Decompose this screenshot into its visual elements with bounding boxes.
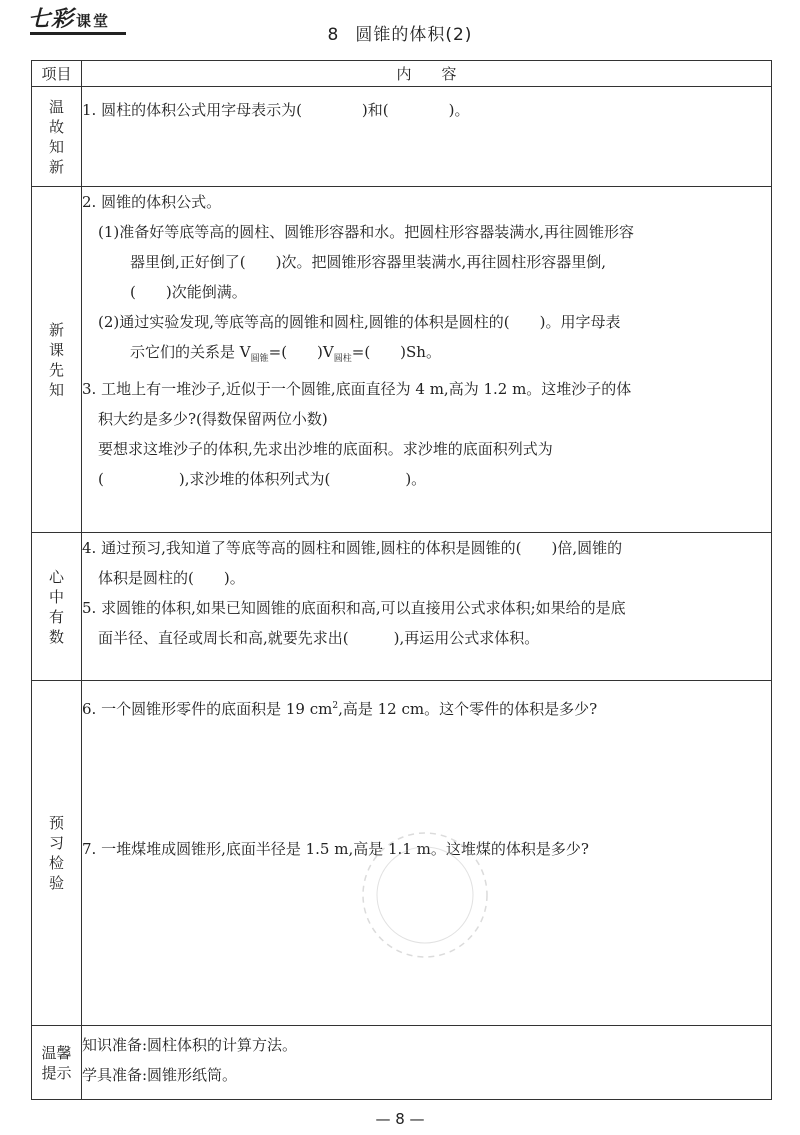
formula-part-b: =( )V bbox=[268, 343, 334, 361]
section-preview-content bbox=[82, 187, 772, 533]
section-label-summary: 心中有数 bbox=[48, 567, 64, 646]
lesson-number: 8 bbox=[327, 25, 340, 45]
section-summary-content bbox=[82, 533, 772, 681]
page-title bbox=[0, 20, 800, 45]
question-6 bbox=[82, 681, 771, 724]
page-number: — 8 — bbox=[375, 1110, 425, 1128]
question-3-line4: ( ),求沙堆的体积列式为( )。 bbox=[98, 470, 427, 488]
formula-sub-cylinder: 圆柱 bbox=[333, 354, 352, 364]
header-item: 项目 bbox=[32, 61, 82, 87]
brand-sub-text: 课堂 bbox=[76, 12, 111, 30]
formula-part-c: =( )Sh。 bbox=[351, 343, 441, 361]
section-preview bbox=[32, 187, 772, 533]
section-label-tips: 温馨提示 bbox=[41, 1043, 72, 1082]
question-2-part2-line1: (2)通过实验发现,等底等高的圆锥和圆柱,圆锥的体积是圆柱的( )。用字母表 bbox=[98, 313, 621, 331]
table-header-row bbox=[32, 61, 772, 87]
question-3-line2: 积大约是多少?(得数保留两位小数) bbox=[98, 410, 328, 428]
section-summary bbox=[32, 533, 772, 681]
question-2-part2-line2 bbox=[82, 337, 771, 374]
question-7: 7. 一堆煤堆成圆锥形,底面半径是 1.5 m,高是 1.1 m。这堆煤的体积是多少? bbox=[82, 840, 589, 858]
question-4-line2: 体积是圆柱的( )。 bbox=[98, 569, 245, 587]
tip-tools: 学具准备:圆锥形纸筒。 bbox=[82, 1066, 238, 1084]
section-review bbox=[32, 87, 772, 187]
question-3-line3: 要想求这堆沙子的体积,先求出沙堆的底面积。求沙堆的底面积列式为 bbox=[98, 440, 553, 458]
question-6-part-a: 6. 一个圆锥形零件的底面积是 19 cm bbox=[82, 700, 333, 718]
question-5-line2: 面半径、直径或周长和高,就要先求出( ),再运用公式求体积。 bbox=[98, 629, 540, 647]
section-label-review: 温故知新 bbox=[48, 97, 64, 176]
section-label-check: 预习检验 bbox=[48, 814, 64, 892]
answer-space-6 bbox=[82, 724, 771, 834]
section-review-content bbox=[82, 87, 772, 187]
question-2-part1-line2: 器里倒,正好倒了( )次。把圆锥形容器里装满水,再往圆柱形容器里倒, bbox=[130, 253, 607, 271]
lesson-title: 圆锥的体积(2) bbox=[355, 25, 473, 45]
question-2-part1-line3: ( )次能倒满。 bbox=[130, 283, 247, 301]
question-6-superscript: 2 bbox=[332, 701, 339, 711]
watermark-stamp bbox=[355, 825, 495, 965]
formula-part-a: 示它们的关系是 V bbox=[130, 343, 251, 361]
header-content: 内 容 bbox=[82, 61, 772, 87]
section-label-preview: 新课先知 bbox=[48, 320, 64, 399]
question-4-line1: 4. 通过预习,我知道了等底等高的圆柱和圆锥,圆柱的体积是圆锥的( )倍,圆锥的 bbox=[82, 539, 623, 557]
question-5-line1: 5. 求圆锥的体积,如果已知圆锥的底面积和高,可以直接用公式求体积;如果给的是底 bbox=[82, 599, 626, 617]
question-6-part-b: ,高是 12 cm。这个零件的体积是多少? bbox=[338, 700, 598, 718]
tip-knowledge: 知识准备:圆柱体积的计算方法。 bbox=[82, 1036, 298, 1054]
question-3-line1: 3. 工地上有一堆沙子,近似于一个圆锥,底面直径为 4 m,高为 1.2 m。这堆沙子的体 bbox=[82, 380, 632, 398]
formula-sub-cone: 圆锥 bbox=[250, 354, 269, 364]
brand-logo-text: 七彩 bbox=[28, 7, 75, 32]
question-2-part1-line1: (1)准备好等底等高的圆柱、圆锥形容器和水。把圆柱形容器装满水,再往圆锥形容 bbox=[98, 223, 635, 241]
section-tips-content bbox=[82, 1026, 772, 1100]
question-1: 1. 圆柱的体积公式用字母表示为( )和( )。 bbox=[82, 101, 470, 119]
question-2-title: 2. 圆锥的体积公式。 bbox=[82, 193, 222, 211]
section-tips bbox=[32, 1026, 772, 1100]
